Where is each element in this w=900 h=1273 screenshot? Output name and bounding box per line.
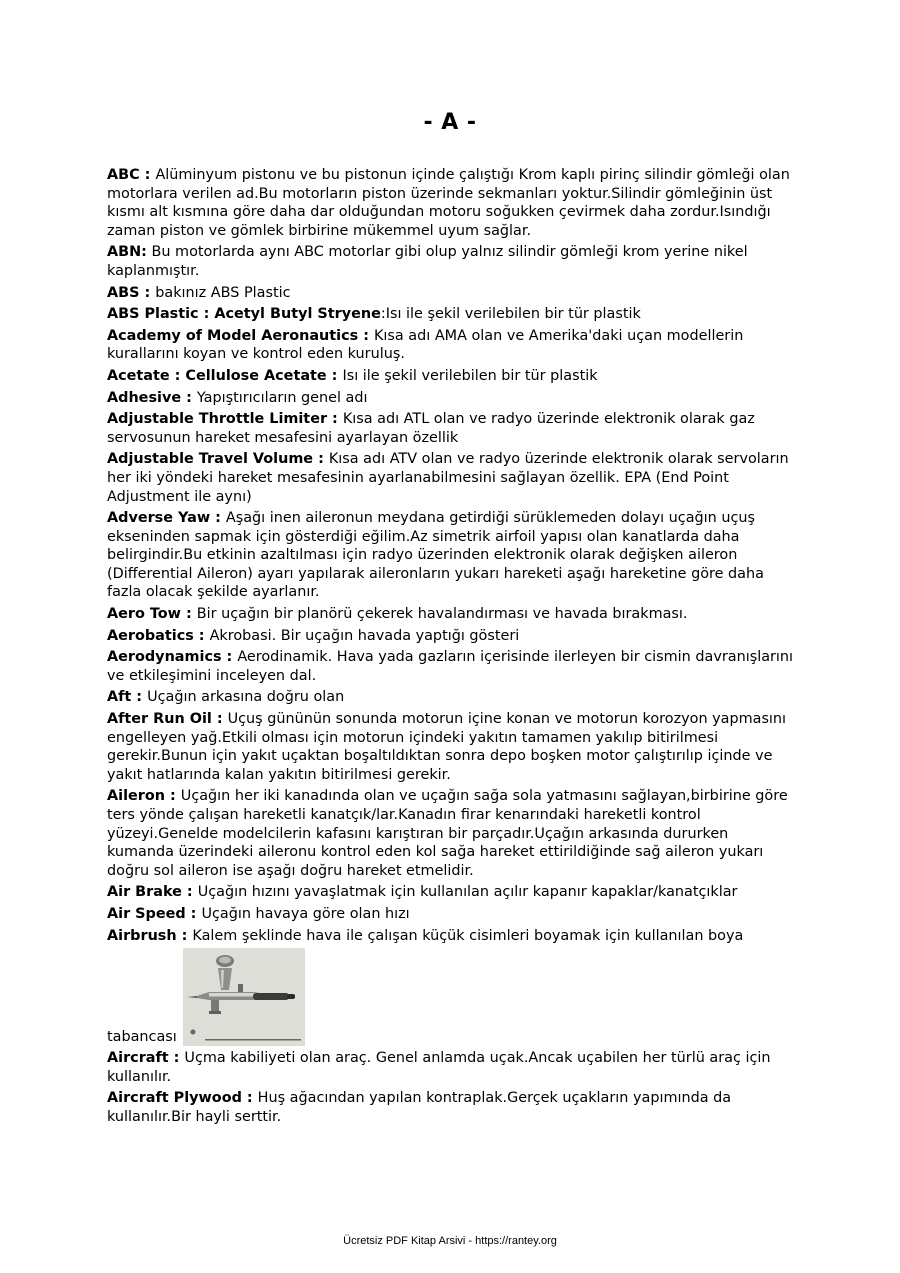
glossary-entry-abc [107,166,797,240]
glossary-entry-aft [107,688,797,707]
entry-definition: Alüminyum pistonu ve bu pistonun içinde çalıştığı Krom kaplı pirinç silindir gömleği olan motorlara verilen ad.Bu motorların piston üzerinde sekmanları yoktur.Silindir gömleğinin üst kısmı alt kısmına göre daha dar olduğundan motoru soğukken çevirmek daha zordur.Isındığı zaman piston ve gömlek birbirine mükemmel uyum sağlar. [107,167,790,239]
entry-term: Aircraft : [107,1050,185,1067]
entry-definition: Uçuş gününün sonunda motorun içine konan ve motorun korozyon yapmasını engelleyen yağ.Etkili olması için motorun içindeki yakıtın tamamen yakılıp bitirilmesi gerekir.Bunun için yakıt uçaktan boşaltıldıktan sonra depo boşken motor çalıştırılıp içinde ve yakıt hatlarında kalan yakıtın bitirilmesi gerekir. [107,711,787,783]
airbrush-photo [183,948,305,1046]
entry-term: Adhesive : [107,389,197,406]
entry-term: Adverse Yaw : [107,510,226,527]
entry-definition: Bir uçağın bir planörü çekerek havalandırması ve havada bırakması. [196,606,688,623]
entry-term: Aft : [107,689,148,706]
glossary-entry-abn [107,243,797,280]
entry-term: Airbrush : [107,927,193,944]
glossary-entries [107,166,797,1130]
entry-definition: :Isı ile şekil verilebilen bir tür plastik [380,306,641,323]
glossary-entry-aerobatics [107,627,797,646]
entry-term: Aileron : [107,788,181,805]
entry-definition: Uçağın arkasına doğru olan [147,689,345,706]
glossary-entry-air-brake [107,883,797,902]
glossary-entry-aircraft-plywood [107,1089,797,1126]
entry-definition: Aşağı inen aileronun meydana getirdiği sürüklemeden dolayı uçağın uçuş ekseninden sapmak için gösterdiği eğilim.Az simetrik airfoil yapısı olan kanatlarda daha belirgindir.Bu etkinin azaltılması için radyo üzerinden elektronik olarak değişken aileron (Differential Aileron) ayarı yapılarak aileronların yukarı hareketi aşağı hareketine göre daha fazla olacak şekilde ayarlanır. [107,510,764,601]
entry-term: ABC : [107,167,156,183]
glossary-entry-academy-of-model-aeronautics [107,327,797,364]
entry-definition: Uçağın her iki kanadında olan ve uçağın sağa sola yatmasını sağlayan,birbirine göre ters yönde çalışan hareketli kanatçık/lar.Kanadın firar kenarındaki hareketli kontrol yüzeyi.Genelde modelcilerin kafasını karıştıran bir parçadır.Uçağın arkasında dururken kumanda üzerindeki aileronu kontrol eden kol sağa hareket ettirildiğinde sağ aileron yukarı doğru sol aileron ise aşağı doğru hareket etmelidir. [107,788,788,879]
entry-definition: Kısa adı ATV olan ve radyo üzerinde elektronik olarak servoların her iki yöndeki hareket mesafesinin ayarlanabilmesini sağlayan özellik. EPA (End Point Adjustment ile aynı) [107,451,789,505]
glossary-entry-abs-plastic [107,305,797,324]
glossary-entry-acetate [107,367,797,386]
entry-term: Adjustable Travel Volume : [107,451,329,468]
glossary-entry-adhesive [107,389,797,408]
entry-term: Air Speed : [107,905,202,922]
entry-definition: Huş ağacından yapılan kontraplak.Gerçek uçakların yapımında da kullanılır.Bir hayli serttir. [107,1090,732,1125]
entry-definition-continuation: tabancası [107,1028,177,1045]
glossary-entry-aerodynamics [107,648,797,685]
entry-definition: Isı ile şekil verilebilen bir tür plastik [342,367,598,384]
entry-term: Aerobatics : [107,627,210,644]
glossary-entry-air-speed [107,905,797,924]
glossary-entry-after-run-oil [107,710,797,784]
entry-definition: Bu motorlarda aynı ABC motorlar gibi olup yalnız silindir gömleği krom yerine nikel kaplanmıştır. [107,244,748,279]
entry-term: Air Brake : [107,884,198,901]
entry-definition: Uçağın havaya göre olan hızı [201,905,410,922]
entry-term: ABS Plastic : Acetyl Butyl Stryene [107,306,381,323]
entry-term: Aircraft Plywood : [107,1090,258,1107]
glossary-entry-aero-tow [107,605,797,624]
entry-term: Academy of Model Aeronautics : [107,327,374,344]
page-footer: Ücretsiz PDF Kitap Arsivi - https://rantey.org [343,1235,557,1247]
airbrush-figure [107,948,797,1046]
entry-term: Aero Tow : [107,606,197,623]
glossary-entry-aileron [107,787,797,880]
entry-definition: bakınız ABS Plastic [155,284,291,301]
glossary-entry-aircraft [107,1049,797,1086]
entry-definition: Kısa adı ATL olan ve radyo üzerinde elektronik olarak gaz servosunun hareket mesafesini ayarlayan özellik [107,411,755,446]
glossary-entry-adjustable-travel-volume [107,450,797,506]
entry-definition: Uçma kabiliyeti olan araç. Genel anlamda uçak.Ancak uçabilen her türlü araç için kullanılır. [107,1050,771,1085]
entry-term: After Run Oil : [107,711,228,728]
entry-definition: Yapıştırıcıların genel adı [196,389,368,406]
entry-definition: Uçağın hızını yavaşlatmak için kullanılan açılır kapanır kapaklar/kanatçıklar [197,884,738,901]
entry-definition: Aerodinamik. Hava yada gazların içerisinde ilerleyen bir cismin davranışlarını ve etkileşimini inceleyen dal. [107,649,794,684]
entry-term: Acetate : Cellulose Acetate : [107,367,343,384]
entry-term: Adjustable Throttle Limiter : [107,411,343,428]
entry-term: Aerodynamics : [107,649,238,666]
glossary-entry-adverse-yaw [107,509,797,602]
glossary-entry-abs [107,284,797,303]
entry-term: ABN: [107,244,147,261]
page-title: - A - [423,110,477,135]
glossary-entry-adjustable-throttle-limiter [107,410,797,447]
entry-definition: Akrobasi. Bir uçağın havada yaptığı gösteri [209,627,520,644]
entry-definition: Kalem şeklinde hava ile çalışan küçük cisimleri boyamak için kullanılan boya [192,927,744,944]
glossary-entry-airbrush [107,927,797,946]
entry-term: ABS : [107,284,156,301]
entry-definition: Kısa adı AMA olan ve Amerika'daki uçan modellerin kurallarını koyan ve kontrol eden kuruluş. [107,327,744,363]
